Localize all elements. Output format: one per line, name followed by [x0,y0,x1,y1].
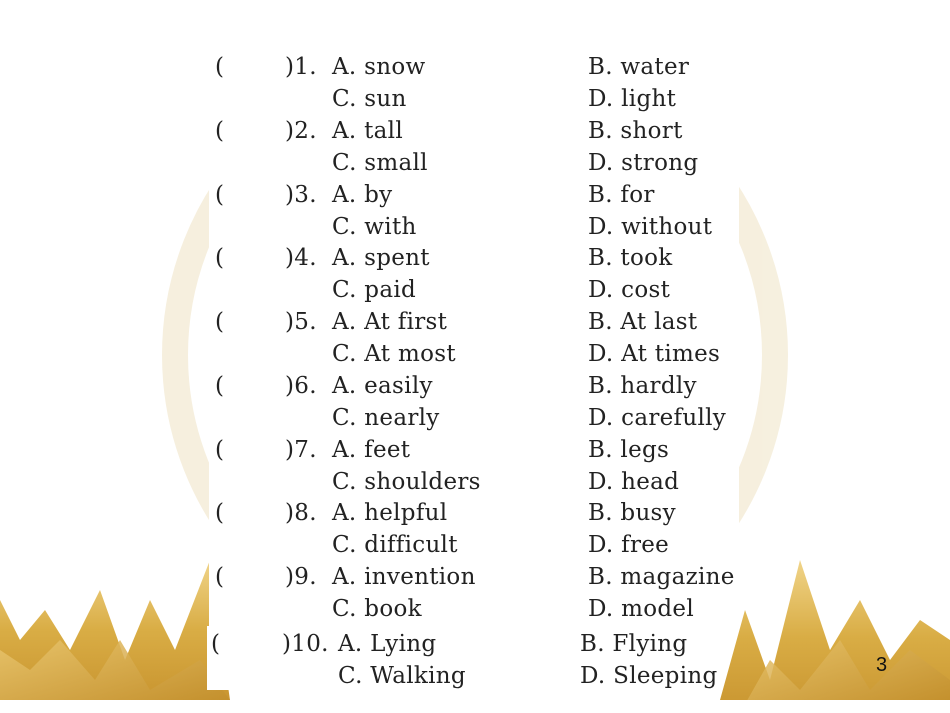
option-c: C. small [332,150,428,176]
option-b: B. legs [588,437,670,463]
answer-blank[interactable]: ( [215,182,225,208]
answer-blank[interactable]: ( [215,564,225,590]
question-number: )10. [282,631,329,657]
page-number: 3 [876,654,888,676]
option-d: D. model [588,596,694,622]
option-b: B. At last [588,309,698,335]
answer-blank[interactable]: ( [215,245,225,271]
option-a: A. At first [332,309,448,335]
option-b: B. busy [588,500,676,526]
answer-blank[interactable]: ( [215,437,225,463]
option-a: A. Lying [338,631,437,657]
question-number: )5. [285,309,317,335]
option-b: B. hardly [588,373,697,399]
answer-blank[interactable]: ( [215,309,225,335]
question-number: )9. [285,564,317,590]
option-d: D. carefully [588,405,727,431]
option-c: C. book [332,596,422,622]
option-a: A. helpful [332,500,448,526]
answer-blank[interactable]: ( [215,373,225,399]
option-c: C. sun [332,86,407,112]
question-number: )7. [285,437,317,463]
option-c: C. paid [332,277,417,303]
option-b: B. Flying [580,631,688,657]
option-a: A. easily [332,373,433,399]
option-c: C. with [332,214,417,240]
option-a: A. snow [332,54,426,80]
option-c: C. nearly [332,405,440,431]
option-c: C. shoulders [332,469,481,495]
option-c: C. At most [332,341,456,367]
option-a: A. feet [332,437,411,463]
option-d: D. light [588,86,677,112]
option-d: D. Sleeping [580,663,718,689]
option-b: B. water [588,54,690,80]
option-b: B. magazine [588,564,735,590]
option-a: A. invention [332,564,476,590]
answer-blank[interactable]: ( [215,118,225,144]
option-d: D. head [588,469,680,495]
option-b: B. short [588,118,683,144]
option-a: A. spent [332,245,430,271]
option-d: D. cost [588,277,671,303]
answer-blank[interactable]: ( [215,54,225,80]
option-a: A. tall [332,118,403,144]
answer-blank[interactable]: ( [211,631,221,657]
option-d: D. strong [588,150,699,176]
option-c: C. Walking [338,663,466,689]
answer-blank[interactable]: ( [215,500,225,526]
option-b: B. for [588,182,655,208]
option-d: D. without [588,214,713,240]
option-d: D. free [588,532,670,558]
question-number: )6. [285,373,317,399]
option-a: A. by [332,182,393,208]
question-number: )2. [285,118,317,144]
option-d: D. At times [588,341,721,367]
question-number: )8. [285,500,317,526]
question-number: )1. [285,54,317,80]
question-number: )3. [285,182,317,208]
option-b: B. took [588,245,673,271]
question-number: )4. [285,245,317,271]
option-c: C. difficult [332,532,458,558]
